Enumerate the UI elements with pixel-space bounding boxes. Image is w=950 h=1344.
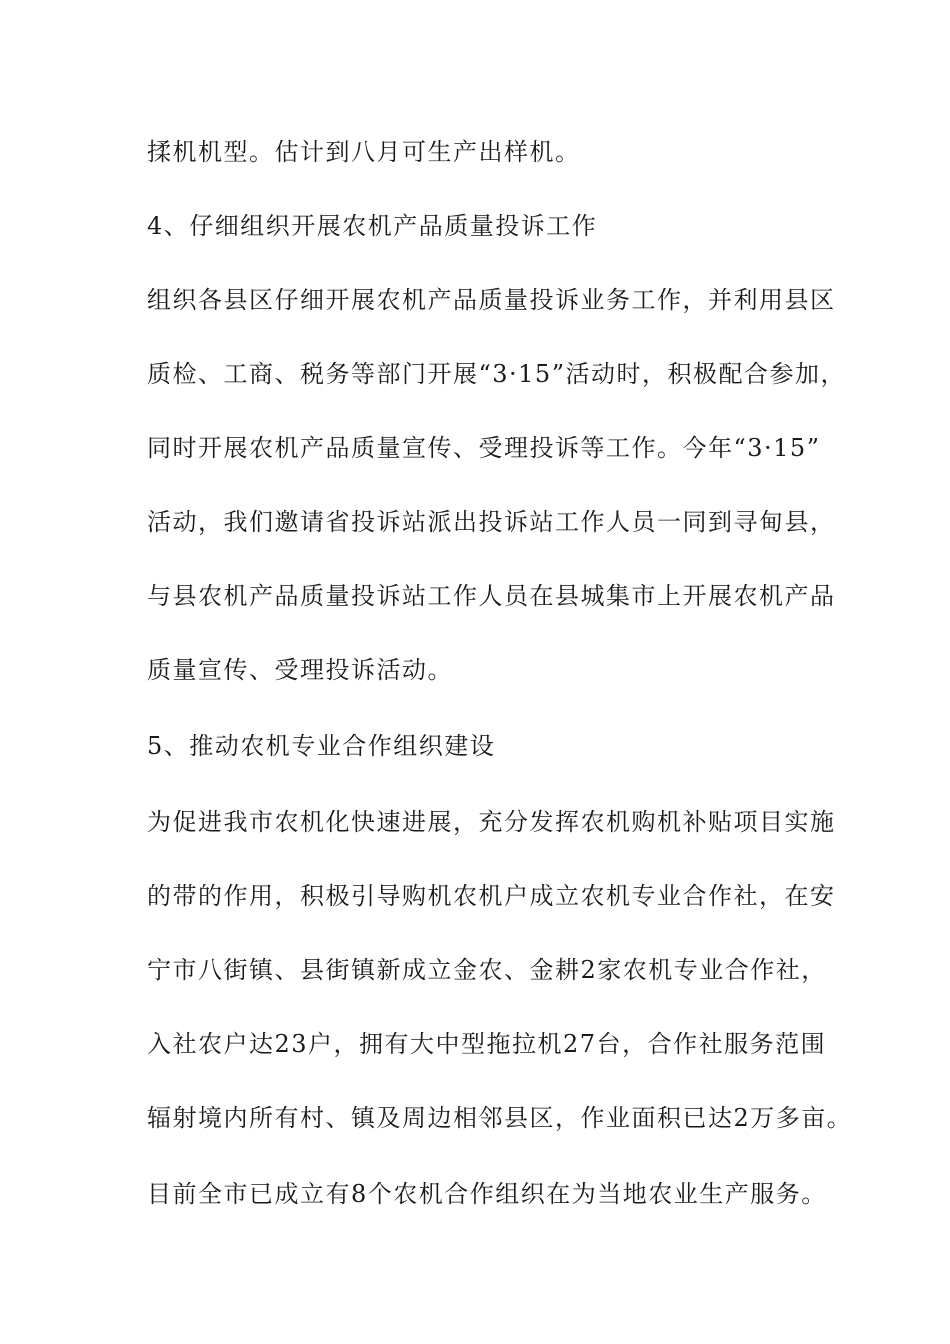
paragraph-line: 揉机机型。估计到八月可生产出样机。 <box>147 138 581 166</box>
paragraph-line: 入社农户达23户，拥有大中型拖拉机27台，合作社服务范围 <box>147 1030 827 1058</box>
paragraph-line: 的带的作用，积极引导购机农机户成立农机专业合作社，在安 <box>147 882 836 910</box>
paragraph-line: 活动，我们邀请省投诉站派出投诉站工作人员一同到寻甸县， <box>147 508 836 536</box>
paragraph-line: 辐射境内所有村、镇及周边相邻县区，作业面积已达2万多亩。 <box>147 1104 853 1132</box>
paragraph-line: 同时开展农机产品质量宣传、受理投诉等工作。今年“3·15” <box>147 434 821 462</box>
paragraph-line: 与县农机产品质量投诉站工作人员在县城集市上开展农机产品 <box>147 582 836 610</box>
paragraph-line: 质检、工商、税务等部门开展“3·15”活动时，积极配合参加， <box>147 360 846 388</box>
section-heading: 5、推动农机专业合作组织建设 <box>147 732 496 760</box>
paragraph-line: 为促进我市农机化快速进展，充分发挥农机购机补贴项目实施 <box>147 808 836 836</box>
paragraph-line: 组织各县区仔细开展农机产品质量投诉业务工作，并利用县区 <box>147 286 836 314</box>
paragraph-line: 目前全市已成立有8个农机合作组织在为当地农业生产服务。 <box>147 1180 827 1208</box>
paragraph-line: 质量宣传、受理投诉活动。 <box>147 656 453 684</box>
paragraph-line: 宁市八街镇、县街镇新成立金农、金耕2家农机专业合作社， <box>147 956 827 984</box>
section-heading: 4、仔细组织开展农机产品质量投诉工作 <box>147 212 598 240</box>
